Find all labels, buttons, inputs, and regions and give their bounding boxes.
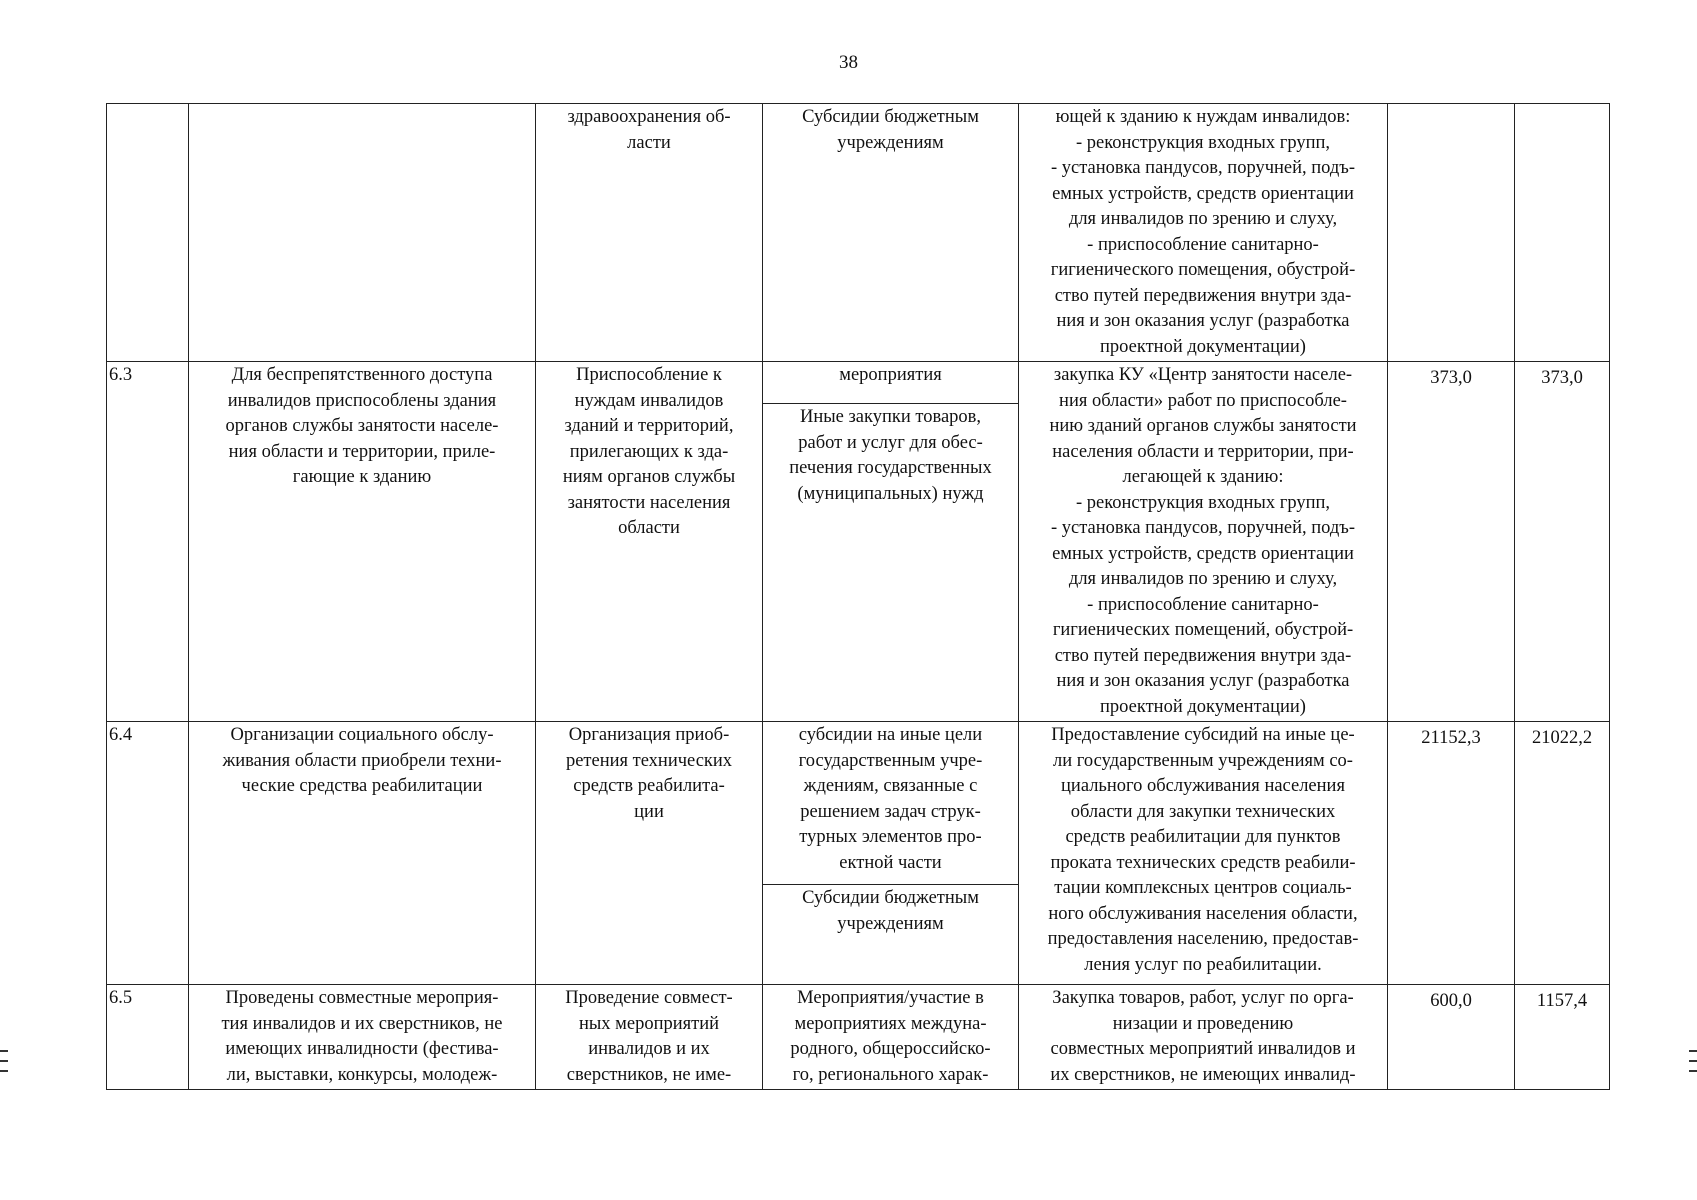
text-line: решением задач струк- — [800, 801, 981, 822]
expense-type-entry — [763, 722, 1018, 884]
text-line: нуждам инвалидов — [574, 390, 724, 411]
text-line: ли, выставки, конкурсы, молодеж- — [226, 1064, 498, 1085]
text-line: для инвалидов по зрению и слуху, — [1068, 209, 1338, 229]
row-number: 6.4 — [107, 722, 189, 985]
text-line: их сверстников, не имеющих инвалид- — [1050, 1064, 1356, 1085]
result-cell — [189, 985, 536, 1090]
text-line: ство путей передвижения внутри зда- — [1054, 285, 1352, 306]
actual-value: 373,0 — [1515, 362, 1610, 722]
text-line: - реконструкция входных групп, — [1075, 492, 1331, 513]
text-line: ческие средства реабилитации — [241, 776, 483, 796]
text-line: - приспособление санитарно- — [1087, 234, 1319, 255]
expense-type-entry — [763, 104, 1018, 157]
scan-mark — [1689, 1060, 1697, 1062]
text-line: тации комплексных центров социаль- — [1054, 878, 1352, 898]
text-line: нию зданий органов службы занятости — [1049, 416, 1357, 436]
text-line: циального обслуживания населения — [1061, 776, 1345, 796]
text-line: Закупка товаров, работ, услуг по орга- — [1052, 988, 1354, 1008]
text-line: зданий и территорий, — [564, 416, 734, 436]
expense-type-entry — [763, 884, 1018, 938]
text-line: имеющих инвалидности (фестива- — [225, 1039, 499, 1059]
expense-type-cell — [763, 362, 1019, 722]
text-line: ния области» работ по приспособле- — [1059, 390, 1347, 411]
text-line: Для беспрепятственного доступа — [231, 365, 493, 385]
scan-mark — [0, 1060, 8, 1062]
text-line: закупка КУ «Центр занятости населе- — [1053, 365, 1353, 385]
measures-table — [106, 103, 1610, 1090]
page-number: 38 — [839, 52, 858, 73]
expense-type-cell — [763, 722, 1019, 985]
table-row — [107, 362, 1610, 722]
text-line: - установка пандусов, поручней, подъ- — [1050, 158, 1356, 178]
text-line: мероприятиях междуна- — [794, 1013, 987, 1034]
text-line: ласти — [627, 132, 671, 153]
text-line: - установка пандусов, поручней, подъ- — [1050, 518, 1356, 538]
text-line: ния и зон оказания услуг (разработка — [1056, 671, 1350, 691]
text-line: учреждениям — [837, 132, 944, 153]
text-line: ектной части — [839, 852, 942, 873]
text-line: Проведены совместные мероприя- — [225, 988, 499, 1008]
text-line: родного, общероссийско- — [790, 1039, 991, 1059]
table-row — [107, 985, 1610, 1090]
text-line: инвалидов приспособлены здания — [227, 390, 497, 411]
text-line: Приспособление к — [576, 365, 722, 385]
text-line: ния и зон оказания услуг (разработка — [1056, 311, 1350, 331]
text-line: Организации социального обслу- — [230, 725, 494, 745]
text-line: ство путей передвижения внутри зда- — [1054, 645, 1352, 666]
text-line: здравоохранения об- — [567, 107, 731, 127]
text-line: живания области приобрели техни- — [222, 750, 502, 771]
text-line: занятости населения — [567, 492, 731, 513]
text-line: области — [618, 518, 680, 538]
measure-cell — [536, 722, 763, 985]
text-line: Предоставление субсидий на иные це- — [1051, 725, 1355, 745]
text-line: ного обслуживания населения области, — [1048, 903, 1358, 924]
text-line: субсидии на иные цели — [798, 725, 983, 745]
text-line: ли государственным учреждениям со- — [1053, 750, 1353, 771]
text-line: сверстников, не име- — [566, 1064, 732, 1085]
result-cell — [189, 104, 536, 362]
measure-cell — [536, 104, 763, 362]
text-line: предоставления населению, предостав- — [1047, 929, 1359, 949]
text-line: Субсидии бюджетным — [802, 888, 979, 908]
expense-type-cell — [763, 104, 1019, 362]
description-cell — [1019, 985, 1388, 1090]
text-line: ния области и территории, приле- — [228, 441, 496, 462]
text-line: области для закупки технических — [1070, 801, 1336, 822]
text-line: Организация приоб- — [568, 725, 730, 745]
table-row — [107, 104, 1610, 362]
text-line: го, регионального харак- — [792, 1064, 989, 1085]
text-line: - приспособление санитарно- — [1087, 594, 1319, 615]
expense-type-entry — [763, 403, 1018, 508]
text-line: Проведение совмест- — [565, 988, 733, 1008]
text-line: гигиенического помещения, обустрой- — [1050, 260, 1356, 280]
planned-value: 600,0 — [1388, 985, 1515, 1090]
text-line: средств реабилита- — [573, 776, 725, 796]
scan-mark — [1689, 1050, 1697, 1052]
measure-cell — [536, 362, 763, 722]
text-line: инвалидов и их — [588, 1039, 710, 1059]
text-line: гающие к зданию — [292, 467, 432, 487]
result-cell — [189, 362, 536, 722]
planned-value — [1388, 104, 1515, 362]
row-number: 6.5 — [107, 985, 189, 1090]
text-line: прилегающих к зда- — [569, 441, 729, 462]
text-line: - реконструкция входных групп, — [1075, 132, 1331, 153]
expense-type-cell — [763, 985, 1019, 1090]
expense-type-entry — [763, 985, 1018, 1089]
text-line: Субсидии бюджетным — [802, 107, 979, 127]
text-line: емных устройств, средств ориентации — [1052, 543, 1354, 564]
text-line: ниям органов службы — [562, 467, 736, 487]
text-line: проектной документации) — [1100, 336, 1306, 357]
text-line: населения области и территории, при- — [1052, 441, 1354, 462]
text-line: совместных мероприятий инвалидов и — [1050, 1039, 1356, 1059]
text-line: (муниципальных) нужд — [797, 483, 984, 504]
description-cell — [1019, 722, 1388, 985]
text-line: емных устройств, средств ориентации — [1052, 183, 1354, 204]
text-line: низации и проведению — [1112, 1013, 1294, 1034]
text-line: гигиенических помещений, обустрой- — [1052, 620, 1354, 640]
text-line: Мероприятия/участие в — [797, 988, 984, 1008]
description-cell — [1019, 362, 1388, 722]
expense-type-entry — [763, 362, 1018, 391]
scan-mark — [1689, 1070, 1697, 1072]
row-number — [107, 104, 189, 362]
text-line: учреждениям — [837, 913, 944, 934]
text-line: Иные закупки товаров, — [799, 407, 982, 427]
measure-cell — [536, 985, 763, 1090]
description-cell — [1019, 104, 1388, 362]
text-line: ющей к зданию к нуждам инвалидов: — [1055, 107, 1351, 127]
text-line: печения государственных — [789, 458, 992, 478]
scan-mark — [0, 1070, 8, 1072]
scan-mark — [0, 1050, 8, 1052]
planned-value: 21152,3 — [1388, 722, 1515, 985]
actual-value — [1515, 104, 1610, 362]
text-line: мероприятия — [839, 365, 942, 385]
row-number: 6.3 — [107, 362, 189, 722]
table-row — [107, 722, 1610, 985]
text-line: ции — [634, 801, 664, 822]
actual-value: 21022,2 — [1515, 722, 1610, 985]
text-line: работ и услуг для обес- — [798, 432, 983, 453]
text-line: турных элементов про- — [799, 827, 982, 847]
text-line: ждениям, связанные с — [803, 776, 978, 796]
planned-value: 373,0 — [1388, 362, 1515, 722]
text-line: средств реабилитации для пунктов — [1065, 827, 1341, 847]
text-line: ления услуг по реабилитации. — [1084, 954, 1322, 975]
text-line: для инвалидов по зрению и слуху, — [1068, 569, 1338, 589]
actual-value: 1157,4 — [1515, 985, 1610, 1090]
result-cell — [189, 722, 536, 985]
text-line: тия инвалидов и их сверстников, не — [221, 1013, 503, 1034]
text-line: ных мероприятий — [578, 1013, 720, 1034]
text-line: государственным учре- — [798, 750, 983, 771]
text-line: органов службы занятости населе- — [225, 416, 499, 436]
text-line: ретения технических — [565, 750, 733, 771]
text-line: проектной документации) — [1100, 696, 1306, 717]
text-line: легающей к зданию: — [1122, 467, 1284, 487]
text-line: проката технических средств реабили- — [1050, 852, 1356, 873]
